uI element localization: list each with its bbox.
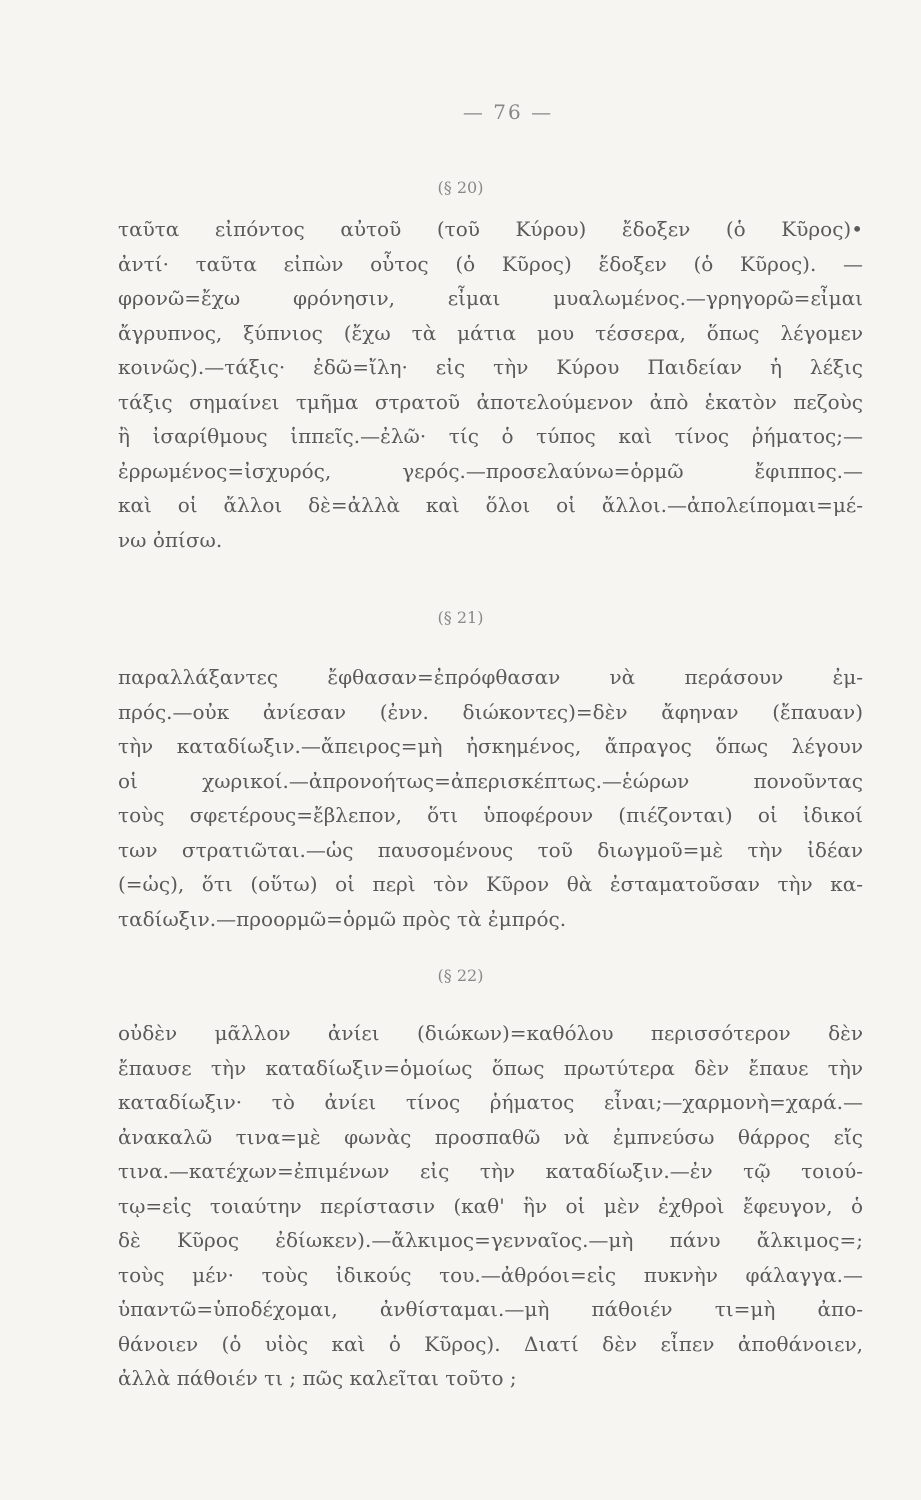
- text-line: ἄγρυπνος, ξύπνιος (ἔχω τὰ μάτια μου τέσσερα, ὅπως λέγομεν: [118, 320, 863, 345]
- text-line: ὑπαντῶ=ὑποδέχομαι, ἀνθίσταμαι.—μὴ πάθοιέν τι=μὴ ἀπο-: [118, 1297, 863, 1321]
- text-line: (=ὡς), ὅτι (οὕτω) οἱ περὶ τὸν Κῦρον θὰ ἐσταματοῦσαν τὴν κα-: [118, 872, 863, 896]
- text-line: τοὺς σφετέρους=ἔβλεπον, ὅτι ὑποφέρουν (πιέζονται) οἱ ἰδικοί: [118, 803, 863, 827]
- text-line: των στρατιῶται.—ὡς παυσομένους τοῦ διωγμοῦ=μὲ τὴν ἰδέαν: [118, 837, 863, 862]
- section-heading-22: (§ 22): [437, 966, 484, 985]
- text-line: κοινῶς).—τάξις· ἐδῶ=ἴλη· εἰς τὴν Κύρου Παιδείαν ἡ λέξις: [118, 355, 863, 379]
- section-heading-21: (§ 21): [437, 608, 484, 627]
- text-line: τῳ=εἰς τοιαύτην περίστασιν (καθ' ἣν οἱ μὲν ἐχθροὶ ἔφευγον, ὁ: [118, 1193, 863, 1218]
- text-line: θάνοιεν (ὁ υἱὸς καὶ ὁ Κῦρος). Διατί δὲν εἶπεν ἀποθάνοιεν,: [118, 1331, 863, 1356]
- text-line: ἀντί· ταῦτα εἰπὼν οὗτος (ὁ Κῦρος) ἔδοξεν (ὁ Κῦρος). —: [118, 251, 863, 276]
- text-line: πρός.—οὐκ ἀνίεσαν (ἐνν. διώκοντες)=δὲν ἄφηναν (ἔπαυαν): [118, 699, 863, 724]
- text-line: οἱ χωρικοί.—ἀπρονοήτως=ἀπερισκέπτως.—ἑώρων πονοῦντας: [118, 768, 863, 793]
- text-line: τὴν καταδίωξιν.—ἄπειρος=μὴ ἠσκημένος, ἄπραγος ὅπως λέγουν: [118, 734, 863, 758]
- text-line: καὶ οἱ ἄλλοι δὲ=ἀλλὰ καὶ ὅλοι οἱ ἄλλοι.—ἀπολείπομαι=μέ-: [118, 493, 863, 517]
- text-line: ἐρρωμένος=ἰσχυρός, γερός.—προσελαύνω=ὁρμῶ ἔφιππος.—: [118, 458, 863, 483]
- text-line: ἔπαυσε τὴν καταδίωξιν=ὁμοίως ὅπως πρωτύτερα δὲν ἔπαυε τὴν: [118, 1055, 863, 1080]
- section-20-text: [118, 212, 863, 557]
- text-line: οὐδὲν μᾶλλον ἀνίει (διώκων)=καθόλου περισσότερον δὲν: [118, 1021, 863, 1045]
- text-line: ἀνακαλῶ τινα=μὲ φωνὰς προσπαθῶ νὰ ἐμπνεύσω θάρρος εἴς: [118, 1124, 863, 1149]
- text-line: παραλλάξαντες ἔφθασαν=ἐπρόφθασαν νὰ περάσουν ἐμ-: [118, 665, 863, 689]
- text-line: ταδίωξιν.—προορμῶ=ὁρμῶ πρὸς τὰ ἐμπρός.: [118, 906, 567, 931]
- text-line: νω ὀπίσω.: [118, 527, 223, 552]
- section-22-text: [118, 1016, 863, 1396]
- section-21-text: [118, 660, 863, 936]
- text-line: δὲ Κῦρος ἐδίωκεν).—ἄλκιμος=γενναῖος.—μὴ πάνυ ἄλκιμος=;: [118, 1228, 863, 1252]
- text-line: καταδίωξιν· τὸ ἀνίει τίνος ῥήματος εἶναι;—χαρμονὴ=χαρά.—: [118, 1090, 863, 1114]
- section-heading-20: (§ 20): [437, 178, 484, 197]
- text-line: τοὺς μέν· τοὺς ἰδικούς του.—ἀθρόοι=εἰς πυκνὴν φάλαγγα.—: [118, 1262, 863, 1287]
- text-line: τινα.—κατέχων=ἐπιμένων εἰς τὴν καταδίωξιν.—ἐν τῷ τοιού-: [118, 1159, 863, 1183]
- text-line: ταῦτα εἰπόντος αὐτοῦ (τοῦ Κύρου) ἔδοξεν (ὁ Κῦρος)•: [118, 217, 863, 241]
- text-line: ἢ ἰσαρίθμους ἱππεῖς.—ἐλῶ· τίς ὁ τύπος καὶ τίνος ῥήματος;—: [118, 424, 863, 448]
- text-line: τάξις σημαίνει τμῆμα στρατοῦ ἀποτελούμενον ἀπὸ ἑκατὸν πεζοὺς: [118, 389, 863, 414]
- page-number: — 76 —: [462, 100, 554, 124]
- text-line: ἀλλὰ πάθοιέν τι ; πῶς καλεῖται τοῦτο ;: [118, 1366, 517, 1390]
- text-line: φρονῶ=ἔχω φρόνησιν, εἶμαι μυαλωμένος.—γρηγορῶ=εἶμαι: [118, 286, 863, 310]
